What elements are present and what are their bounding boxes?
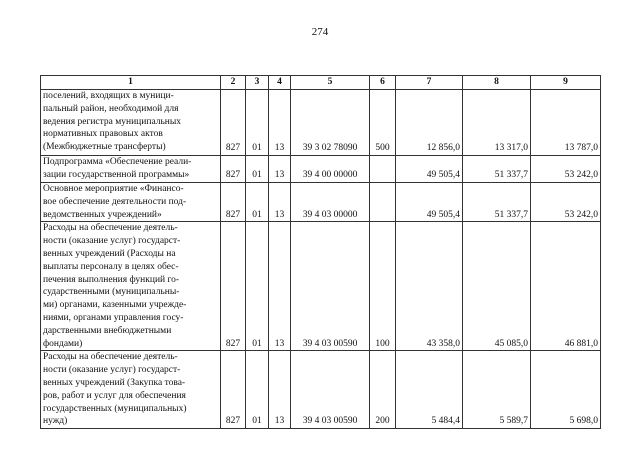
cell-amount: 5 589,7 — [463, 351, 531, 429]
table-row — [41, 156, 601, 183]
column-header: 4 — [269, 76, 291, 90]
row-description: Основное мероприятие «Финансо- вое обеспечение деятельности под- ведомственных учреждений» — [41, 183, 221, 222]
cell-section: 01 — [246, 351, 269, 429]
cell-code: 827 — [221, 183, 246, 222]
cell-amount: 49 505,4 — [396, 183, 463, 222]
cell-code: 827 — [221, 156, 246, 183]
cell-expense-type: 200 — [370, 351, 396, 429]
page-number: 274 — [311, 26, 329, 38]
cell-target-article: 39 4 03 00000 — [291, 183, 370, 222]
column-header: 1 — [41, 76, 221, 90]
cell-code: 827 — [221, 351, 246, 429]
column-header: 7 — [396, 76, 463, 90]
column-header: 2 — [221, 76, 246, 90]
cell-amount: 53 242,0 — [531, 156, 601, 183]
cell-target-article: 39 3 02 78090 — [291, 90, 370, 156]
cell-expense-type — [370, 156, 396, 183]
cell-amount: 43 358,0 — [396, 222, 463, 351]
row-description: Подпрограмма «Обеспечение реали- зации государственной программы» — [41, 156, 221, 183]
cell-target-article: 39 4 03 00590 — [291, 222, 370, 351]
cell-subsection: 13 — [269, 222, 291, 351]
column-header: 9 — [531, 76, 601, 90]
table-row — [41, 351, 601, 429]
column-header: 6 — [370, 76, 396, 90]
cell-target-article: 39 4 03 00590 — [291, 351, 370, 429]
cell-section: 01 — [246, 90, 269, 156]
cell-amount: 49 505,4 — [396, 156, 463, 183]
column-header: 5 — [291, 76, 370, 90]
cell-amount: 46 881,0 — [531, 222, 601, 351]
table-row — [41, 183, 601, 222]
cell-amount: 51 337,7 — [463, 183, 531, 222]
table-row — [41, 222, 601, 351]
cell-amount: 5 698,0 — [531, 351, 601, 429]
column-header: 3 — [246, 76, 269, 90]
row-description: Расходы на обеспечение деятель- ности (оказание услуг) государст- венных учреждений (Закупка това- ров, работ и услуг для обеспечения государственных (муниципальных) нужд) — [41, 351, 221, 429]
cell-expense-type — [370, 183, 396, 222]
cell-amount: 12 856,0 — [396, 90, 463, 156]
row-description: поселений, входящих в муници- пальный район, необходимой для ведения регистра муниципальных нормативных правовых актов (Межбюджетные трансферты) — [41, 90, 221, 156]
cell-amount: 13 787,0 — [531, 90, 601, 156]
cell-expense-type: 100 — [370, 222, 396, 351]
cell-amount: 45 085,0 — [463, 222, 531, 351]
budget-table — [40, 75, 601, 429]
cell-target-article: 39 4 00 00000 — [291, 156, 370, 183]
cell-amount: 53 242,0 — [531, 183, 601, 222]
table-row — [41, 90, 601, 156]
row-description: Расходы на обеспечение деятель- ности (оказание услуг) государст- венных учреждений (Расходы на выплаты персоналу в целях обес- печения выполнения функций го- сударственными (муниципальны- ми) органами, казенными учрежде- ниями, органами управления госу- дарственными внебюджетными фондами) — [41, 222, 221, 351]
cell-amount: 5 484,4 — [396, 351, 463, 429]
cell-amount: 13 317,0 — [463, 90, 531, 156]
cell-subsection: 13 — [269, 351, 291, 429]
cell-subsection: 13 — [269, 90, 291, 156]
header-row — [41, 76, 601, 90]
cell-expense-type: 500 — [370, 90, 396, 156]
cell-section: 01 — [246, 222, 269, 351]
cell-subsection: 13 — [269, 183, 291, 222]
cell-code: 827 — [221, 222, 246, 351]
column-header: 8 — [463, 76, 531, 90]
cell-amount: 51 337,7 — [463, 156, 531, 183]
cell-subsection: 13 — [269, 156, 291, 183]
cell-code: 827 — [221, 90, 246, 156]
cell-section: 01 — [246, 183, 269, 222]
cell-section: 01 — [246, 156, 269, 183]
